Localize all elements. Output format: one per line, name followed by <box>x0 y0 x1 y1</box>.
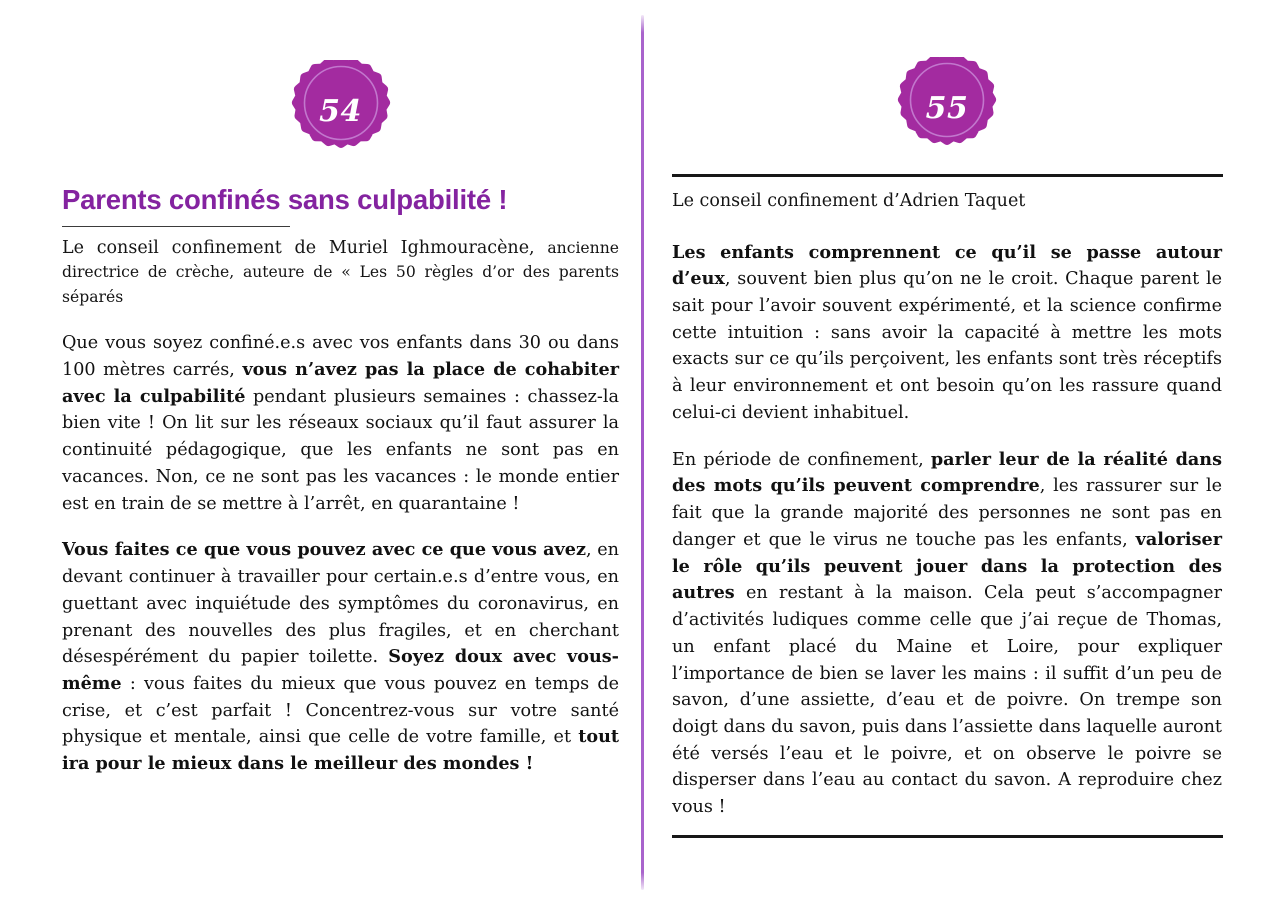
right-badge-container <box>672 57 1222 161</box>
title-underline-rule <box>62 226 290 227</box>
left-paragraph-2: Vous faites ce que vous pouvez avec ce que vous avez, en devant continuer à travailler pour certain.e.s d’entre vous, en guettant avec inquiétude des symptômes du coronavirus, en prenant des nouvelles des plus fragiles, et en cherchant désespérément du papier toilette. Soyez doux avec vous-même : vous faites du mieux que vous pouvez en temps de crise, et c’est parfait ! Concentrez-vous sur votre santé physique et mentale, ainsi que celle de votre famille, et tout ira pour le mieux dans le meilleur des mondes ! <box>62 539 619 775</box>
left-top-spacer <box>62 0 619 60</box>
right-bottom-rule <box>672 835 1223 838</box>
right-badge-gap <box>672 161 1222 174</box>
right-top-spacer <box>672 0 1222 57</box>
right-paragraph-1: Les enfants comprennent ce qu’il se passe autour d’eux, souvent bien plus qu’on ne le croit. Chaque parent le sait pour l’avoir souvent expérimenté, et la science confirme cette intuition : sans avoir la capacité à mettre les mots exacts sur ce qu’ils perçoivent, les enfants sont très réceptifs à leur environnement et ont besoin qu’on les rassure quand celui-ci devient inhabituel. <box>672 241 1222 423</box>
left-paragraph-1: Que vous soyez confiné.e.s avec vos enfants dans 30 ou dans 100 mètres carrés, vous n’avez pas la place de cohabiter avec la culpabilité pendant plusieurs semaines : chassez-la bien vite ! On lit sur les réseaux sociaux qu’il faut assurer la continuité pédagogique, que les enfants ne sont pas en vacances. Non, ce ne sont pas les vacances : le monde entier est en train de se mettre à l’arrêt, en quarantaine ! <box>62 333 619 514</box>
right-paragraph-2: En période de confinement, parler leur de la réalité dans des mots qu’ils peuvent comprendre, les rassurer sur le fait que la grande majorité des personnes ne sont pas en danger et que le virus ne touche pas les enfants, valoriser le rôle qu’ils peuvent jouer dans la protection des autres en restant à la maison. Cela peut s’accompagner d’activités ludiques comme celle que j’ai reçue de Thomas, un enfant placé du Maine et Loire, pour expliquer l’importance de bien se laver les mains : il suffit d’un peu de savon, d’une assiette, d’eau et de poivre. On trempe son doigt dans du savon, puis dans l’assiette dans laquelle auront été versés l’eau et le poivre, et on observe le poivre se disperser dans l’eau au contact du savon. A reproduire chez vous ! <box>672 448 1222 818</box>
right-column <box>641 0 1280 903</box>
right-subtitle: Le conseil confinement d’Adrien Taquet <box>672 191 1026 211</box>
byline <box>62 236 619 311</box>
left-body-text <box>62 330 619 778</box>
page-title: Parents confinés sans culpabilité ! <box>62 184 508 215</box>
scalloped-seal-badge-icon <box>895 57 999 161</box>
left-badge-gap <box>62 164 619 184</box>
left-badge-container <box>62 60 619 164</box>
left-badge-number: 54 <box>319 93 362 129</box>
scalloped-seal-badge-icon <box>289 60 393 164</box>
byline-line-2: ancienne directrice de crèche, auteure de « Les 50 règles d’or des parents séparés <box>62 238 619 307</box>
right-top-rule <box>672 174 1223 177</box>
right-badge-number: 55 <box>925 90 969 126</box>
byline-line-1: Le conseil confinement de Muriel Ighmouracène, <box>62 237 535 258</box>
right-body-text <box>672 240 1222 821</box>
